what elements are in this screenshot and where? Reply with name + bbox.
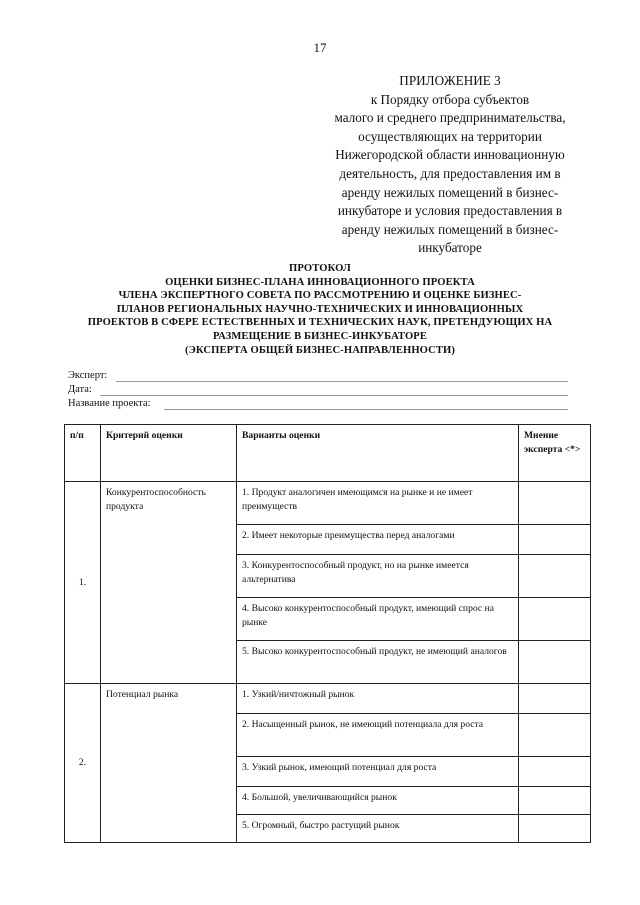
date-label: Дата: [68,384,92,395]
page-number: 17 [313,40,327,55]
table-header-row [65,425,591,482]
title-line: ПЛАНОВ РЕГИОНАЛЬНЫХ НАУЧНО-ТЕХНИЧЕСКИХ И ИННОВАЦИОННЫХ [116,303,524,315]
appendix-line: аренду нежилых помещений в бизнес- [341,221,559,237]
appendix-line: к Порядку отбора субъектов [370,91,530,107]
appendix-line: ПРИЛОЖЕНИЕ 3 [399,73,501,88]
row-number: 1. [65,482,101,684]
table-row [65,684,591,714]
header-opinion: Мнение эксперта <*> [519,425,591,482]
variant-cell: 1. Узкий/ничтожный рынок [237,684,519,714]
document-title [40,262,600,357]
opinion-cell[interactable] [519,787,591,815]
header-num: п/п [65,425,101,482]
title-line: ПРОТОКОЛ [289,263,351,274]
title-line: (ЭКСПЕРТА ОБЩЕЙ БИЗНЕС-НАПРАВЛЕННОСТИ) [184,344,456,356]
variant-cell: 3. Конкурентоспособный продукт, но на рынке имеется альтернатива [237,555,519,598]
opinion-cell[interactable] [519,684,591,714]
header-criterion: Критерий оценки [101,425,237,482]
appendix-line: инкубаторе [418,240,482,256]
criterion-cell: Потенциал рынка [101,684,237,843]
opinion-cell[interactable] [519,641,591,684]
variant-cell: 4. Высоко конкурентоспособный продукт, имеющий спрос на рынке [237,598,519,641]
variant-cell: 4. Большой, увеличивающийся рынок [237,787,519,815]
variant-cell: 2. Насыщенный рынок, не имеющий потенциала для роста [237,714,519,757]
header-variants: Варианты оценки [237,425,519,482]
variant-cell: 5. Высоко конкурентоспособный продукт, не имеющий аналогов [237,641,519,684]
variant-cell: 3. Узкий рынок, имеющий потенциал для роста [237,757,519,787]
opinion-cell[interactable] [519,714,591,757]
evaluation-table [64,424,591,843]
appendix-line: аренду нежилых помещений в бизнес- [341,184,559,200]
opinion-cell[interactable] [519,525,591,555]
appendix-line: деятельность, для предоставления им в [339,165,561,181]
project-name-label: Название проекта: [68,398,151,409]
expert-field[interactable] [68,369,568,383]
title-line: ОЦЕНКИ БИЗНЕС-ПЛАНА ИННОВАЦИОННОГО ПРОЕКТА [165,276,475,288]
criterion-cell: Конкурентоспособность продукта [101,482,237,684]
appendix-header [300,72,600,258]
appendix-line: Нижегородской области инновационную [335,147,565,163]
title-line: ПРОЕКТОВ В СФЕРЕ ЕСТЕСТВЕННЫХ И ТЕХНИЧЕСКИХ НАУК, ПРЕТЕНДУЮЩИХ НА [87,317,553,329]
variant-cell: 1. Продукт аналогичен имеющимся на рынке и не имеет преимуществ [237,482,519,525]
title-line: РАЗМЕЩЕНИЕ В БИЗНЕС-ИНКУБАТОРЕ [212,330,428,342]
row-number: 2. [65,684,101,843]
expert-label: Эксперт: [68,370,108,381]
opinion-cell[interactable] [519,482,591,525]
appendix-line: осуществляющих на территории [358,128,542,144]
project-name-field[interactable] [68,397,568,411]
opinion-cell[interactable] [519,555,591,598]
opinion-cell[interactable] [519,598,591,641]
appendix-line: инкубаторе и условия предоставления в [337,203,563,219]
table-row [65,482,591,525]
appendix-line: малого и среднего предпринимательства, [334,110,566,126]
variant-cell: 5. Огромный, быстро растущий рынок [237,815,519,843]
opinion-cell[interactable] [519,757,591,787]
date-field[interactable] [68,383,568,397]
title-line: ЧЛЕНА ЭКСПЕРТНОГО СОВЕТА ПО РАССМОТРЕНИЮ И ОЦЕНКЕ БИЗНЕС- [118,290,522,302]
opinion-cell[interactable] [519,815,591,843]
variant-cell: 2. Имеет некоторые преимущества перед аналогами [237,525,519,555]
